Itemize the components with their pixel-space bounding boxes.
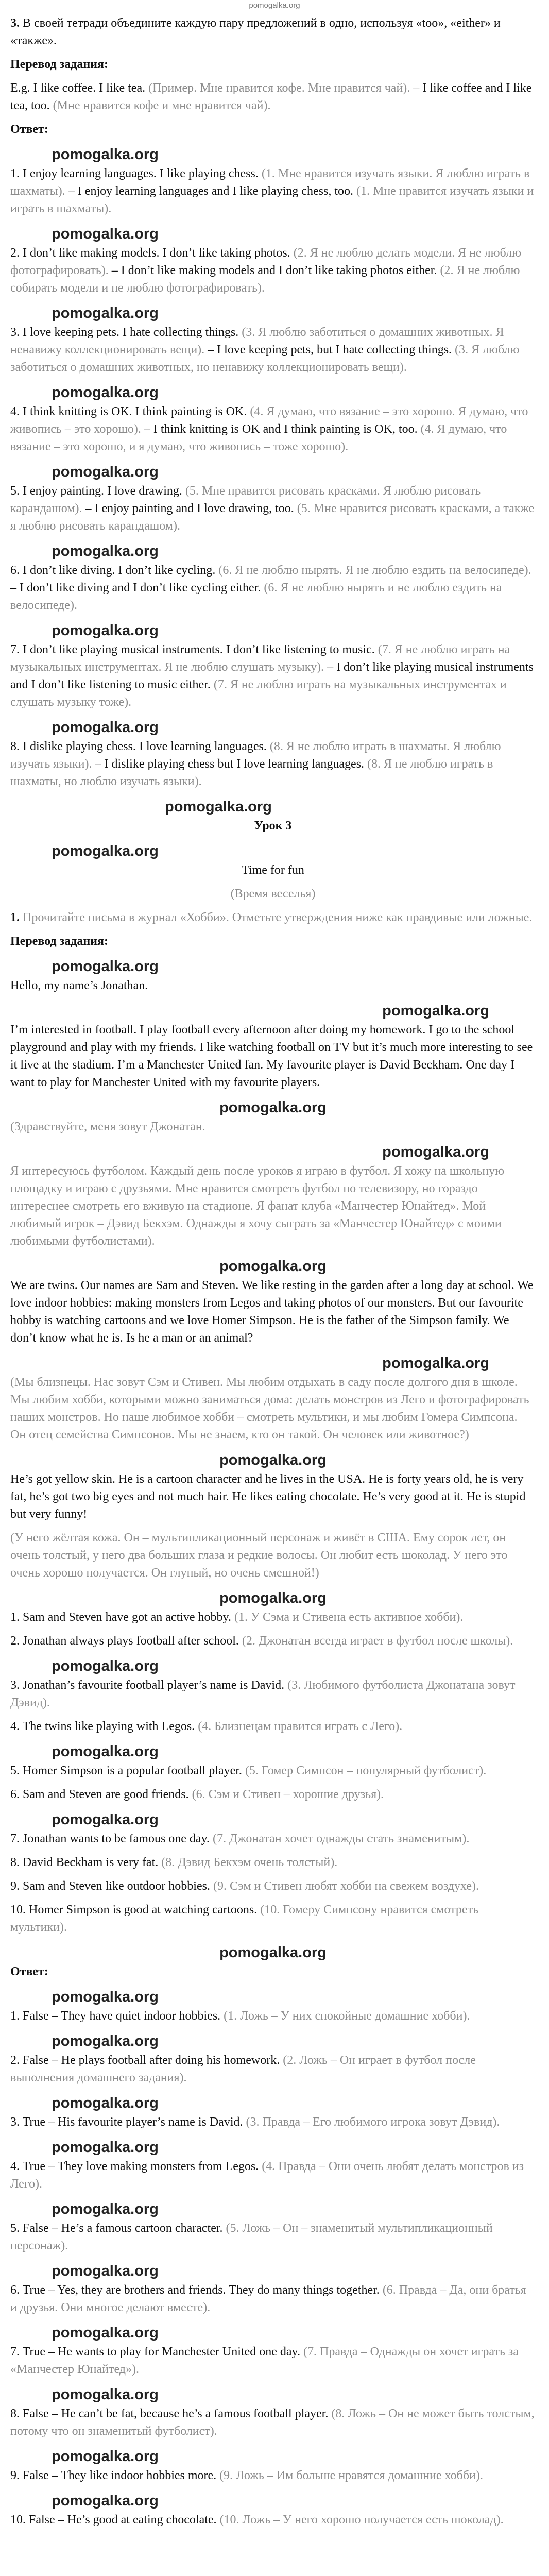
paragraph [10, 403, 536, 455]
watermark-text: pomogalka.org [52, 226, 159, 242]
translation-text: (4. Я думаю, что вязание – это хорошо. Я думаю, что живопись – это хорошо). [10, 405, 528, 436]
paragraph [10, 1608, 536, 1626]
watermark-text: pomogalka.org [52, 1989, 159, 2005]
translation-text: (Время веселья) [230, 887, 316, 901]
watermark-text: pomogalka.org [219, 1590, 327, 1606]
watermark-text: pomogalka.org [52, 2386, 159, 2403]
paragraph [10, 165, 536, 217]
text-segment: 3. True – His favourite player’s name is David. [10, 2115, 246, 2129]
paragraph [10, 79, 536, 114]
text-segment: 2. I don’t like making models. I don’t like taking photos. [10, 246, 294, 260]
translation-text: (7. Джонатан хочет однажды стать знаменитым). [213, 1832, 470, 1845]
paragraph [10, 2052, 536, 2087]
text-segment: 4. True – They love making monsters from Legos. [10, 2160, 262, 2173]
translation-text: (2. Я не люблю делать модели. Я не люблю фотографировать). [10, 246, 522, 277]
text-segment: 1. False – They have quiet indoor hobbies. [10, 2009, 224, 2023]
translation-text: (2. Я не люблю собирать модели и не люблю фотографировать). [10, 264, 520, 295]
watermark-text: pomogalka.org [52, 146, 159, 163]
translation-text: (Мы близнецы. Нас зовут Сэм и Стивен. Мы любим отдыхать в саду после долгого дня в школе. Мы любим хобби, которыми можно заниматься дома: делать монстров из Лего и фотографировать наших монстров. Но наше любимое хобби – смотреть мультики, и мы любим Гомера Симпсона. Он отец семейства Симпсонов. Мы не знаем, кто он такой. Он человек или животное?) [10, 1376, 529, 1442]
text-segment: 8. I dislike playing chess. I love learning languages. [10, 740, 270, 753]
watermark-text: pomogalka.org [52, 2201, 159, 2217]
translation-text: (10. Ложь – У него хорошо получается есть шоколад). [219, 2513, 504, 2527]
text-segment: Hello, my name’s Jonathan. [10, 979, 148, 992]
translation-text: (1. Мне нравится изучать языки и играть в шахматы). [10, 184, 534, 215]
text-segment: 4. The twins like playing with Legos. [10, 1720, 198, 1733]
paragraph [10, 14, 536, 49]
text-segment: 5. Homer Simpson is a popular football player. [10, 1764, 245, 1777]
paragraph [10, 482, 536, 535]
paragraph [10, 1470, 536, 1523]
watermark-text: pomogalka.org [219, 1258, 327, 1275]
text-segment: 10. Homer Simpson is good at watching cartoons. [10, 1903, 261, 1917]
watermark-text: pomogalka.org [52, 305, 159, 321]
translation-text: (Пример. Мне нравится кофе. Мне нравится чай). – [148, 81, 423, 95]
text-segment: 5. False – He’s a famous cartoon character. [10, 2222, 226, 2235]
watermark-text: pomogalka.org [52, 2493, 159, 2509]
paragraph [10, 1277, 536, 1347]
text-segment: 3. I love keeping pets. I hate collecting things. [10, 326, 242, 339]
translation-text: Я интересуюсь футболом. Каждый день после уроков я играю в футбол. Я хожу на школьную площадку и играю с друзьями. Мне нравится смотреть футбол по телевизору, но гораздо интереснее смотреть его вживую на стадионе. Я фанат клуба «Манчестер Юнайтед». Мой любимый игрок – Дэвид Бекхэм. Однажды я хочу сыграть за «Манчестер Юнайтед» с моими любимыми футболистами). [10, 1164, 505, 1248]
paragraph [10, 2281, 536, 2316]
translation-text: (10. Гомеру Симпсону нравится смотреть мультики). [10, 1903, 479, 1934]
translation-text: (7. Я не люблю играть на музыкальных инструментах и слушать музыку тоже). [10, 678, 507, 709]
text-segment: 5. I enjoy painting. I love drawing. [10, 484, 185, 498]
translation-text: (3. Я люблю заботиться о домашних животных. Я ненавижу коллекционировать вещи). [10, 326, 504, 357]
text-segment: 6. Sam and Steven are good friends. [10, 1788, 192, 1801]
paragraph [10, 1529, 536, 1582]
text-segment: 3. Jonathan’s favourite football player’s name is David. [10, 1679, 288, 1692]
translation-text: (5. Ложь – Он – знаменитый мультипликационный персонаж). [10, 2222, 493, 2252]
paragraph [10, 2343, 536, 2378]
paragraph [10, 2219, 536, 2255]
paragraph [10, 1877, 536, 1895]
text-segment: – I don’t like making models and I don’t like taking photos either. [111, 264, 440, 277]
text-segment: 7. I don’t like playing musical instruments. I don’t like listening to music. [10, 643, 378, 656]
translation-text: (8. Дэвид Бекхэм очень толстый). [161, 1856, 338, 1869]
translation-text: (2. Джонатан всегда играет в футбол после школы). [242, 1634, 513, 1648]
text-segment: Time for fun [242, 863, 304, 877]
translation-text: (1. Мне нравится изучать языки. Я люблю играть в шахматы). [10, 167, 530, 198]
watermark-text: pomogalka.org [52, 2033, 159, 2049]
text-segment: Перевод задания: [10, 935, 108, 948]
text-segment: 3. [10, 16, 20, 30]
translation-text: (Здравствуйте, меня зовут Джонатан. [10, 1120, 205, 1133]
paragraph [10, 861, 536, 879]
text-segment: 1. [10, 911, 20, 924]
paragraph [10, 324, 536, 376]
paragraph [10, 933, 536, 950]
text-segment: – I don’t like diving and I don’t like cycling either. [10, 581, 264, 595]
paragraph [10, 1786, 536, 1803]
watermark-text: pomogalka.org [382, 1003, 489, 1019]
paragraph [10, 2158, 536, 2193]
text-segment: 2. False – He plays football after doing his homework. [10, 2054, 283, 2067]
translation-text: (5. Гомер Симпсон – популярный футболист). [245, 1764, 487, 1777]
translation-text: (9. Ложь – Им больше нравятся домашние хобби). [219, 2469, 483, 2482]
paragraph [10, 1762, 536, 1780]
translation-text: (4. Близнецам нравится играть с Лего). [198, 1720, 403, 1733]
paragraph [10, 817, 536, 835]
watermark-text: pomogalka.org [52, 464, 159, 480]
text-segment: – I enjoy learning languages and I like playing chess, too. [68, 184, 356, 198]
paragraph [10, 738, 536, 790]
text-segment: I like coffee and I like tea, too. [10, 81, 532, 112]
paragraph [10, 1374, 536, 1444]
paragraph [10, 885, 536, 903]
text-segment: We are twins. Our names are Sam and Steven. We like resting in the garden after a long day at school. We love indoor hobbies: making monsters from Legos and taking photos of our monsters. But our favourite hobby is watching cartoons and we love Homer Simpson. He is the father of the Simpson family. We don’t know what he is. Is he a man or an animal? [10, 1279, 534, 1345]
translation-text: (5. Мне нравится рисовать красками. Я люблю рисовать карандашом). [10, 484, 481, 515]
text-segment: 2. Jonathan always plays football after school. [10, 1634, 242, 1648]
paragraph [10, 1963, 536, 1980]
translation-text: (6. Я не люблю нырять и не люблю ездить на велосипеде). [10, 581, 502, 612]
translation-text: (8. Я не люблю играть в шахматы. Я люблю изучать языки). [10, 740, 501, 771]
paragraph [10, 562, 536, 614]
text-segment: 1. I enjoy learning languages. I like playing chess. [10, 167, 262, 180]
translation-text: (4. Правда – Они очень любят делать монстров из Лего). [10, 2160, 524, 2191]
translation-text: (Мне нравится кофе и мне нравится чай). [53, 99, 271, 112]
paragraph [10, 2467, 536, 2484]
text-segment: 7. Jonathan wants to be famous one day. [10, 1832, 213, 1845]
text-segment: 9. Sam and Steven like outdoor hobbies. [10, 1879, 213, 1893]
translation-text: (4. Я думаю, что вязание – это хорошо, и я думаю, что живопись – тоже хорошо). [10, 422, 507, 453]
paragraph [10, 1632, 536, 1650]
paragraph [10, 1118, 536, 1136]
text-segment: Ответ: [10, 123, 48, 136]
paragraph [10, 1676, 536, 1711]
paragraph [10, 1901, 536, 1936]
paragraph [10, 56, 536, 73]
text-segment: I’m interested in football. I play football every afternoon after doing my homework. I go to the school playground and play with my friends. I like watching football on TV but it’s much more interesting to see it live at the stadium. I’m a Manchester United fan. My favourite player is David Beckham. One day I want to play for Manchester United with my favourite players. [10, 1023, 533, 1089]
translation-text: (6. Я не люблю нырять. Я не люблю ездить на велосипеде). [218, 564, 531, 577]
watermark-text: pomogalka.org [52, 384, 159, 401]
translation-text: (6. Правда – Да, они братья и друзья. Они многое делают вместе). [10, 2283, 526, 2314]
text-segment: 8. David Beckham is very fat. [10, 1856, 162, 1869]
text-segment: He’s got yellow skin. He is a cartoon character and he lives in the USA. He is forty years old, he is very fat, he’s got two big eyes and not much hair. He likes eating chocolate. He’s very good at it. He is stupid but very funny! [10, 1472, 526, 1521]
document-body [10, 14, 536, 2535]
watermark-text: pomogalka.org [219, 1099, 327, 1116]
text-segment: – I think knitting is OK and I think painting is OK, too. [144, 422, 421, 436]
watermark-text: pomogalka.org [165, 799, 272, 815]
watermark-text: pomogalka.org [382, 1144, 489, 1160]
watermark-text: pomogalka.org [52, 2263, 159, 2279]
text-segment: 8. False – He can’t be fat, because he’s a famous football player. [10, 2407, 332, 2420]
watermark-text: pomogalka.org [52, 843, 159, 859]
text-segment: 7. True – He wants to play for Manchester United one day. [10, 2345, 303, 2359]
translation-text: (2. Ложь – Он играет в футбол после выполнения домашнего задания). [10, 2054, 476, 2084]
site-header: pomogalka.org [249, 1, 300, 10]
translation-text: (9. Сэм и Стивен любят хобби на свежем воздухе). [213, 1879, 479, 1893]
paragraph [10, 1162, 536, 1250]
text-segment: E.g. I like coffee. I like tea. [10, 81, 149, 95]
watermark-text: pomogalka.org [382, 1355, 489, 1371]
translation-text: (1. У Сэма и Стивена есть активное хобби). [234, 1611, 464, 1624]
translation-text: Прочитайте письма в журнал «Хобби». Отметьте утверждения ниже как правдивые или ложные. [20, 911, 533, 924]
paragraph [10, 641, 536, 711]
translation-text: (5. Мне нравится рисовать красками, а также я люблю рисовать карандашом). [10, 502, 535, 533]
watermark-text: pomogalka.org [52, 958, 159, 975]
watermark-text: pomogalka.org [52, 622, 159, 639]
translation-text: (У него жёлтая кожа. Он – мультипликационный персонаж и живёт в США. Ему сорок лет, он очень толстый, у него два больших глаза и редкие волосы. Он любит есть шоколад. У него это очень хорошо получается. Он глупый, но очень смешной!) [10, 1531, 508, 1580]
text-segment: В своей тетради объедините каждую пару предложений в одно, используя «too», «either» и «также». [10, 16, 501, 47]
translation-text: (1. Ложь – У них спокойные домашние хобби). [224, 2009, 470, 2023]
watermark-text: pomogalka.org [52, 719, 159, 736]
translation-text: (8. Я не люблю играть в шахматы, но люблю изучать языки). [10, 757, 493, 788]
watermark-text: pomogalka.org [52, 1658, 159, 1674]
text-segment: 4. I think knitting is OK. I think painting is OK. [10, 405, 250, 418]
text-segment: – I don’t like playing musical instruments and I don’t like listening to music either. [10, 660, 534, 691]
translation-text: (6. Сэм и Стивен – хорошие друзья). [192, 1788, 384, 1801]
paragraph [10, 2007, 536, 2025]
watermark-text: pomogalka.org [52, 543, 159, 560]
text-segment: 10. False – He’s good at eating chocolate. [10, 2513, 220, 2527]
text-segment: Урок 3 [254, 819, 292, 833]
watermark-text: pomogalka.org [52, 2139, 159, 2156]
paragraph [10, 2405, 536, 2440]
paragraph [10, 909, 536, 926]
paragraph [10, 1021, 536, 1091]
text-segment: Перевод задания: [10, 58, 108, 71]
watermark-text: pomogalka.org [219, 1452, 327, 1468]
paragraph [10, 977, 536, 994]
paragraph [10, 244, 536, 297]
watermark-text: pomogalka.org [52, 2448, 159, 2465]
text-segment: 9. False – They like indoor hobbies more. [10, 2469, 220, 2482]
watermark-text: pomogalka.org [52, 1743, 159, 1760]
translation-text: (7. Я не люблю играть на музыкальных инструментах. Я не люблю слушать музыку). [10, 643, 510, 674]
translation-text: (7. Правда – Однажды он хочет играть за «Манчестер Юнайтед»). [10, 2345, 519, 2376]
translation-text: (3. Я люблю заботиться о домашних животных, но ненавижу коллекционировать вещи). [10, 343, 520, 374]
text-segment: – I dislike playing chess but I love learning languages. [95, 757, 368, 771]
text-segment: 6. I don’t like diving. I don’t like cycling. [10, 564, 219, 577]
paragraph [10, 121, 536, 138]
text-segment: – I love keeping pets, but I hate collecting things. [208, 343, 455, 357]
paragraph [10, 1718, 536, 1735]
translation-text: (8. Ложь – Он не может быть толстым, потому что он знаменитый футболист). [10, 2407, 535, 2438]
watermark-text: pomogalka.org [52, 2095, 159, 2111]
text-segment: 1. Sam and Steven have got an active hobby. [10, 1611, 234, 1624]
text-segment: Ответ: [10, 1965, 48, 1978]
watermark-text: pomogalka.org [52, 1811, 159, 1828]
paragraph [10, 1830, 536, 1848]
paragraph [10, 2113, 536, 2131]
paragraph [10, 1854, 536, 1871]
paragraph [10, 2511, 536, 2529]
translation-text: (3. Правда – Его любимого игрока зовут Дэвид). [246, 2115, 500, 2129]
text-segment: – I enjoy painting and I love drawing, too. [85, 502, 297, 515]
translation-text: (3. Любимого футболиста Джонатана зовут Дэвид). [10, 1679, 516, 1709]
watermark-text: pomogalka.org [52, 2325, 159, 2341]
watermark-text: pomogalka.org [219, 1944, 327, 1961]
text-segment: 6. True – Yes, they are brothers and friends. They do many things together. [10, 2283, 383, 2297]
